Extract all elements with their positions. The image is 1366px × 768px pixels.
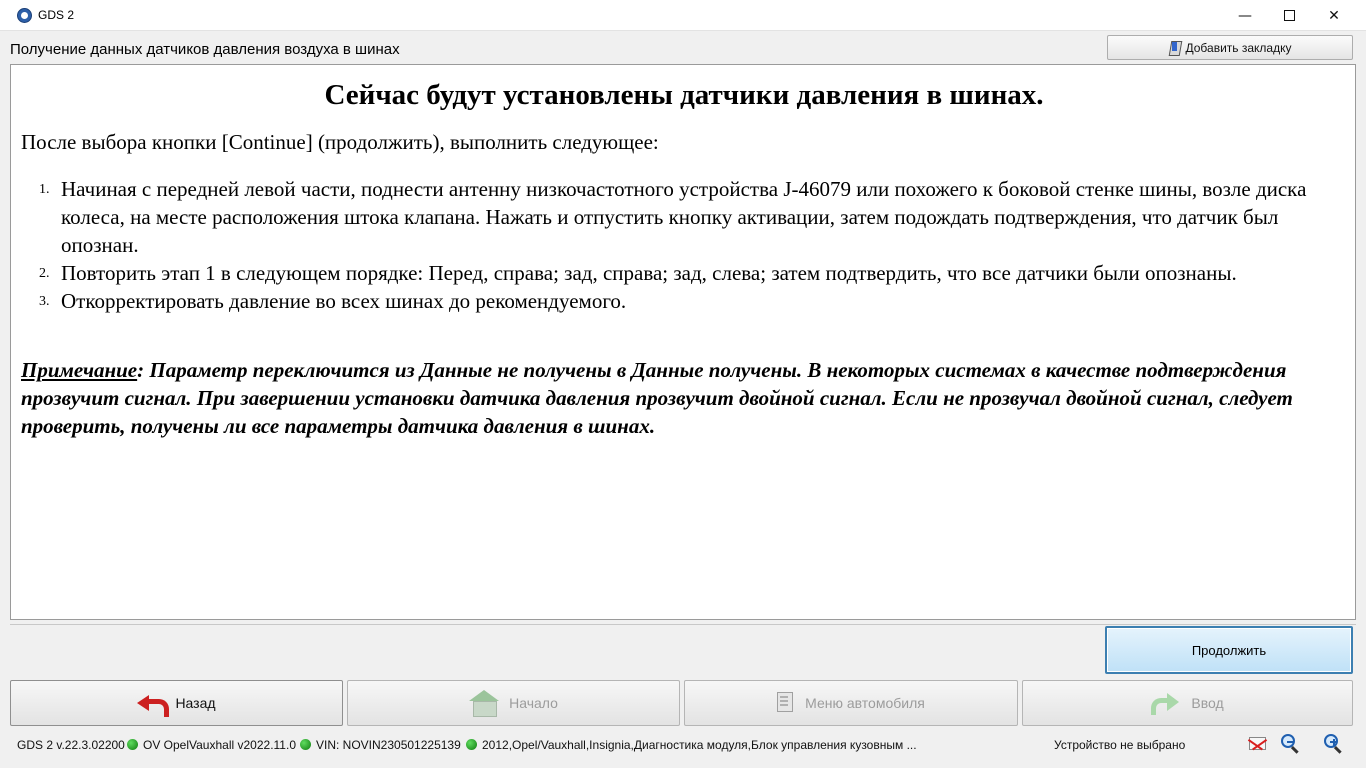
status-bar [0,731,1366,768]
instructions-panel [10,64,1356,620]
title-bar [0,0,1366,31]
note-paragraph [21,356,1331,440]
zoom-out-icon[interactable] [1280,734,1300,754]
back-label: Назад [175,695,216,711]
list-item [39,175,1341,259]
step-number: 1. [39,182,50,197]
enter-label: Ввод [1191,695,1224,711]
maximize-icon [1284,10,1295,21]
step-text: Начиная с передней левой части, поднести антенну низкочастотного устройства J-46079 или похожего к боковой стенке шины, возле диска колеса, на месте расположения штока клапана. Нажать и отпустить кнопку активации, затем подождать подтверждения, что датчик был опознан. [61,177,1307,257]
step-number: 2. [39,266,50,281]
home-button[interactable] [347,680,680,726]
zoom-in-icon[interactable] [1323,734,1343,754]
minimize-button[interactable]: — [1238,7,1252,24]
home-label: Начало [509,695,558,711]
home-icon [469,690,499,716]
instructions-intro: После выбора кнопки [Continue] (продолжить), выполнить следующее: [21,130,659,154]
gds-app-icon [17,8,32,23]
status-indicator-icon [127,739,138,750]
close-button[interactable]: ✕ [1328,7,1340,24]
status-vin-label: VIN: NOVIN230501225139 [316,738,461,752]
list-item [39,259,1341,287]
back-arrow-icon [137,693,165,713]
list-item [39,287,1341,315]
window-title: GDS 2 [38,8,75,22]
status-device: Устройство не выбрано [1054,738,1186,752]
status-vehicle [466,738,917,752]
status-vin [300,738,461,752]
instructions-headline: Сейчас будут установлены датчики давления в шинах. [324,79,1044,111]
note-text: : Параметр переключится из Данные не получены в Данные получены. В некоторых системах в качестве подтверждения прозвучит сигнал. При завершении установки датчика давления прозвучит двойной сигнал. Если не прозвучал двойной сигнал, следует проверить, получены ли все параметры датчика давления в шинах. [21,358,1293,438]
status-version: GDS 2 v.22.3.02200 [17,738,125,752]
enter-arrow-icon [1151,693,1181,713]
bookmark-icon [1169,41,1181,55]
status-indicator-icon [466,739,477,750]
zoom-in-handle [1334,746,1342,754]
status-database-label: OV OpelVauxhall v2022.11.0 [143,738,296,752]
menu-icon [777,692,795,714]
maximize-button[interactable] [1266,0,1312,31]
steps-list [39,175,1341,315]
status-indicator-icon [300,739,311,750]
add-bookmark-label: Добавить закладку [1185,40,1292,55]
step-text: Повторить этап 1 в следующем порядке: Перед, справа; зад, справа; зад, слева; затем подтвердить, что все датчики были опознаны. [61,261,1237,285]
status-vehicle-label: 2012,Opel/Vauxhall,Insignia,Диагностика модуля,Блок управления кузовным ... [482,738,917,752]
mail-error-icon[interactable] [1249,737,1266,750]
plus-sign-v [1333,739,1335,746]
vehicle-menu-label: Меню автомобиля [805,695,925,711]
enter-button[interactable] [1022,680,1353,726]
vehicle-menu-button[interactable] [684,680,1018,726]
continue-button[interactable]: Продолжить [1105,626,1353,674]
add-bookmark-button[interactable] [1107,35,1353,60]
step-number: 3. [39,294,50,309]
minus-sign [1287,741,1294,743]
zoom-out-handle [1291,746,1299,754]
status-database [127,738,296,752]
back-button[interactable] [10,680,343,726]
step-text: Откорректировать давление во всех шинах до рекомендуемого. [61,289,627,313]
note-label: Примечание [21,358,138,382]
page-title: Получение данных датчиков давления воздуха в шинах [10,41,400,58]
